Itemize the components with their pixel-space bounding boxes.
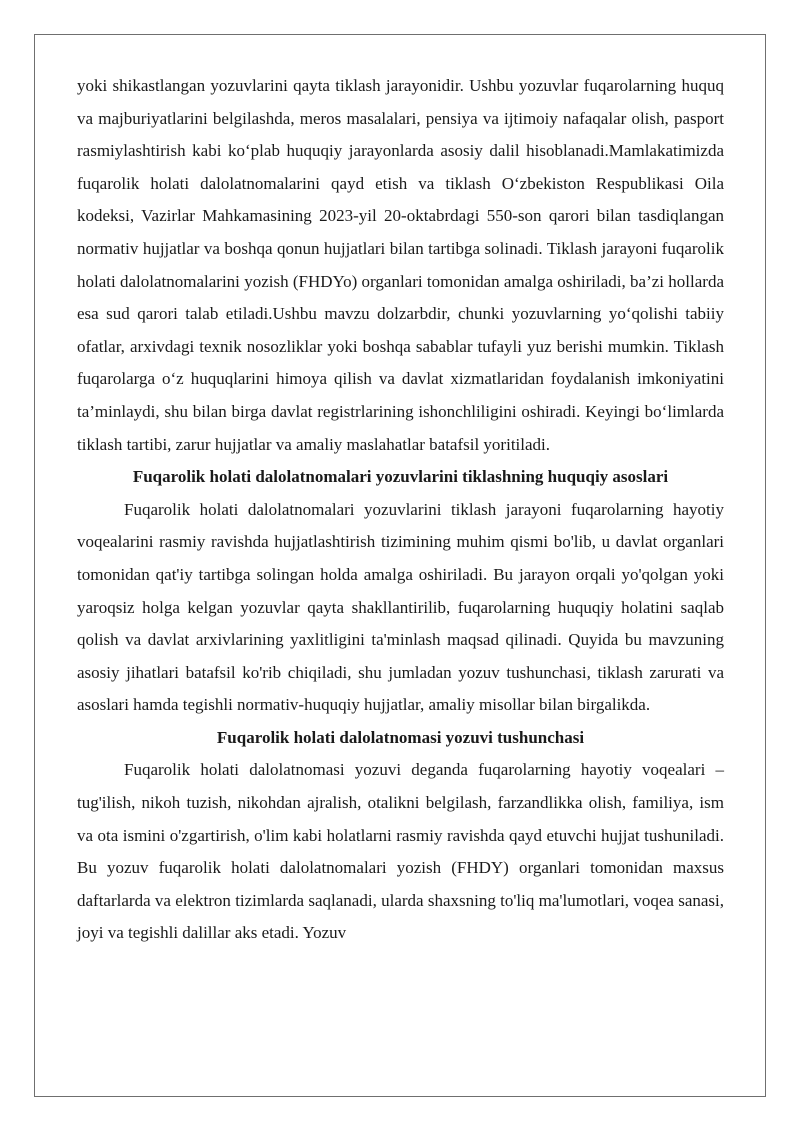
section-heading-record-concept: Fuqarolik holati dalolatnomasi yozuvi tushunchasi: [216, 727, 585, 747]
section-heading-legal-basis: Fuqarolik holati dalolatnomalari yozuvlarini tiklashning huquqiy asoslari: [132, 467, 669, 487]
paragraph-intro: yoki shikastlangan yozuvlarini qayta tiklash jarayonidir. Ushbu yozuvlar fuqarolarning huquq va majburiyatlarini belgilashda, meros masalalari, pensiya va ijtimoiy nafaqalar olish, pasport rasmiylashtirish kabi koʻplab huquqiy jarayonlarda asosiy dalil hisoblanadi.Mamlakatimizda fuqarolik holati dalolatnomalarini qayd etish va tiklash Oʻzbekiston Respublikasi Oila kodeksi, Vazirlar Mahkamasining 2023-yil 20-oktabrdagi 550-son qarori bilan tasdiqlangan normativ hujjatlar va boshqa qonun hujjatlari bilan tartibga solinadi. Tiklash jarayoni fuqarolik holati dalolatnomalarini yozish (FHDYo) organlari tomonidan amalga oshiriladi, ba’zi hollarda esa sud qarori talab etiladi.Ushbu mavzu dolzarbdir, chunki yozuvlarning yoʻqolishi tabiiy ofatlar, arxivdagi texnik nosozliklar yoki boshqa sabablar tufayli yuz berishi mumkin. Tiklash fuqarolarga oʻz huquqlarini himoya qilish va davlat xizmatlaridan foydalanish imkoniyatini ta’minlaydi, shu bilan birga davlat registrlarining ishonchliligini oshiradi. Keyingi boʻlimlarda tiklash tartibi, zarur hujjatlar va amaliy maslahatlar batafsil yoritiladi.: [77, 76, 724, 454]
paragraph-record-concept: Fuqarolik holati dalolatnomasi yozuvi deganda fuqarolarning hayotiy voqealari – tug'ilish, nikoh tuzish, nikohdan ajralish, otalikni belgilash, farzandlikka olish, familiya, ism va ota ismini o'zgartirish, o'lim kabi holatlarni rasmiy ravishda qayd etuvchi hujjat tushuniladi. Bu yozuv fuqarolik holati dalolatnomalari yozish (FHDY) organlari tomonidan maxsus daftarlarda va elektron tizimlarda saqlanadi, ularda shaxsning to'liq ma'lumotlari, voqea sanasi, joyi va tegishli dalillar aks etadi. Yozuv: [77, 760, 724, 943]
paragraph-legal-basis: Fuqarolik holati dalolatnomalari yozuvlarini tiklash jarayoni fuqarolarning hayotiy voqealarini rasmiy ravishda hujjatlashtirish tizimining muhim qismi bo'lib, u davlat organlari tomonidan qat'iy tartibga solingan holda amalga oshiriladi. Bu jarayon orqali yo'qolgan yoki yaroqsiz holga kelgan yozuvlar qayta shakllantirilib, fuqarolarning huquqiy holatini saqlab qolish va davlat arxivlarining yaxlitligini ta'minlash maqsad qilinadi. Quyida bu mavzuning asosiy jihatlari batafsil ko'rib chiqiladi, shu jumladan yozuv tushunchasi, tiklash zarurati va asoslari hamda tegishli normativ-huquqiy hujjatlar, amaliy misollar bilan birgalikda.: [77, 499, 724, 715]
document-body: [77, 70, 724, 950]
